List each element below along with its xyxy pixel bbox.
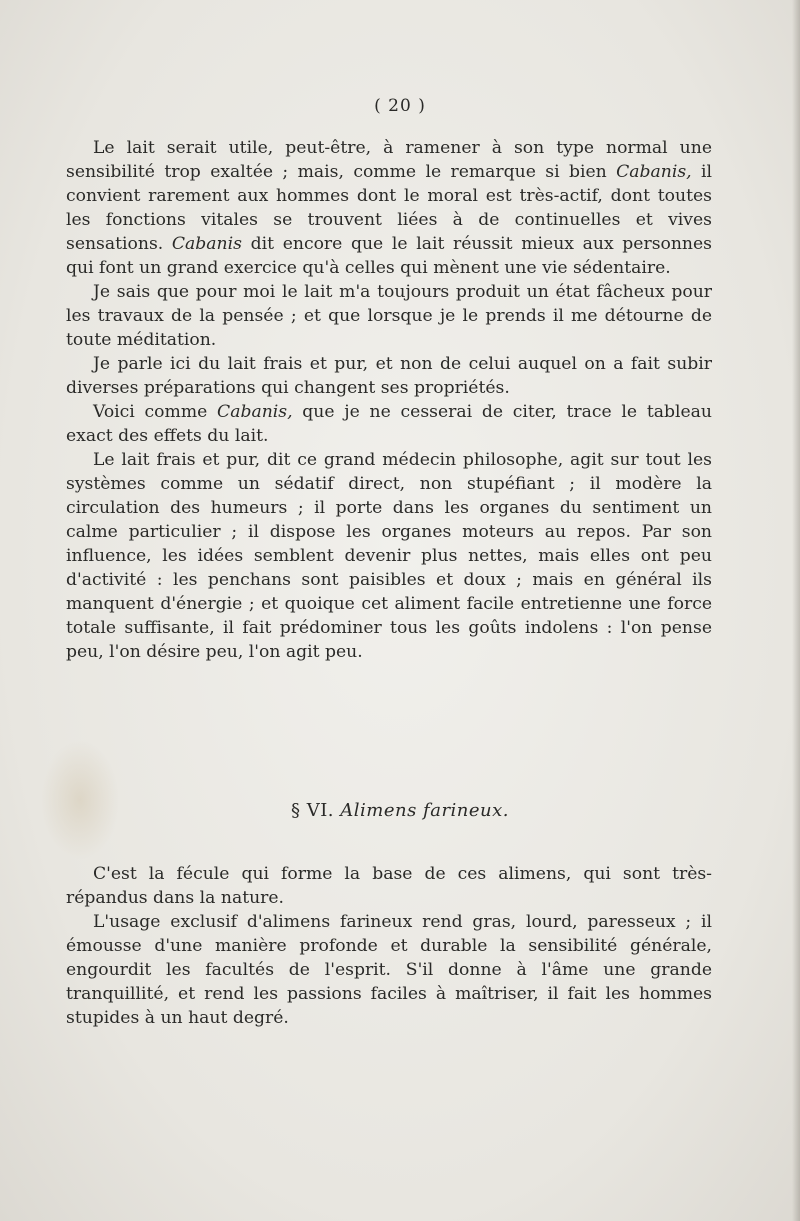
text-block-bottom — [66, 862, 712, 1030]
paragraph — [66, 280, 712, 352]
author-name: Cabanis — [171, 234, 242, 254]
section-number: § VI. — [290, 800, 335, 821]
text-run: Je parle ici du lait frais et pur, et non de celui auquel on a fait subir diverses préparations qui changent ses propriétés. — [66, 354, 712, 398]
paragraph — [66, 448, 712, 664]
text-run: dit encore que le lait réussit mieux aux personnes qui font un grand exercice qu'à celles qui mènent une vie sédentaire. — [66, 234, 712, 278]
text-run: que je ne cesserai de citer, trace le tableau exact des effets du lait. — [66, 402, 712, 446]
author-name: Cabanis, — [217, 402, 293, 422]
paragraph — [66, 400, 712, 448]
page-edge-shadow — [792, 0, 800, 1221]
author-name: Cabanis, — [616, 162, 692, 182]
text-run: Le lait frais et pur, dit ce grand médecin philosophe, agit sur tout les systèmes comme un sédatif direct, non stupéfiant ; il modère la circulation des humeurs ; il porte dans les organes du sentiment un calme particulier ; il dispose les organes moteurs au repos. Par son influence, les idées semblent devenir plus nettes, mais elles ont peu d'activité : les penchans sont paisibles et doux ; mais en général ils manquent d'énergie ; et quoique cet aliment facile entretienne une force totale suffisante, il fait prédominer tous les goûts indolens : l'on pense peu, l'on désire peu, l'on agit peu. — [66, 450, 712, 662]
page-number: ( 20 ) — [374, 96, 426, 116]
paragraph — [66, 136, 712, 280]
text-run: L'usage exclusif d'alimens farineux rend gras, lourd, paresseux ; il émousse d'une manière profonde et durable la sensibilité générale, engourdit les facultés de l'esprit. S'il donne à l'âme une grande tranquillité, et rend les passions faciles à maîtriser, il fait les hommes stupides à un haut degré. — [66, 912, 712, 1028]
text-block-top — [66, 136, 712, 664]
text-run: Je sais que pour moi le lait m'a toujours produit un état fâcheux pour les travaux de la pensée ; et que lorsque je le prends il me détourne de toute méditation. — [66, 282, 712, 350]
text-run: Voici comme — [93, 402, 218, 422]
section-heading — [0, 800, 800, 821]
section-title: Alimens farineux. — [340, 800, 510, 821]
text-run: il convient rarement aux hommes dont le moral est très-actif, dont toutes les fonctions vitales se trouvent liées à de continuelles et vives sensations. — [66, 162, 712, 254]
text-run: C'est la fécule qui forme la base de ces alimens, qui sont très-répandus dans la nature. — [66, 864, 712, 908]
paragraph — [66, 862, 712, 910]
text-run: Le lait serait utile, peut-être, à ramener à son type normal une sensibilité trop exaltée ; mais, comme le remarque si bien — [66, 138, 712, 182]
paragraph — [66, 352, 712, 400]
paragraph — [66, 910, 712, 1030]
